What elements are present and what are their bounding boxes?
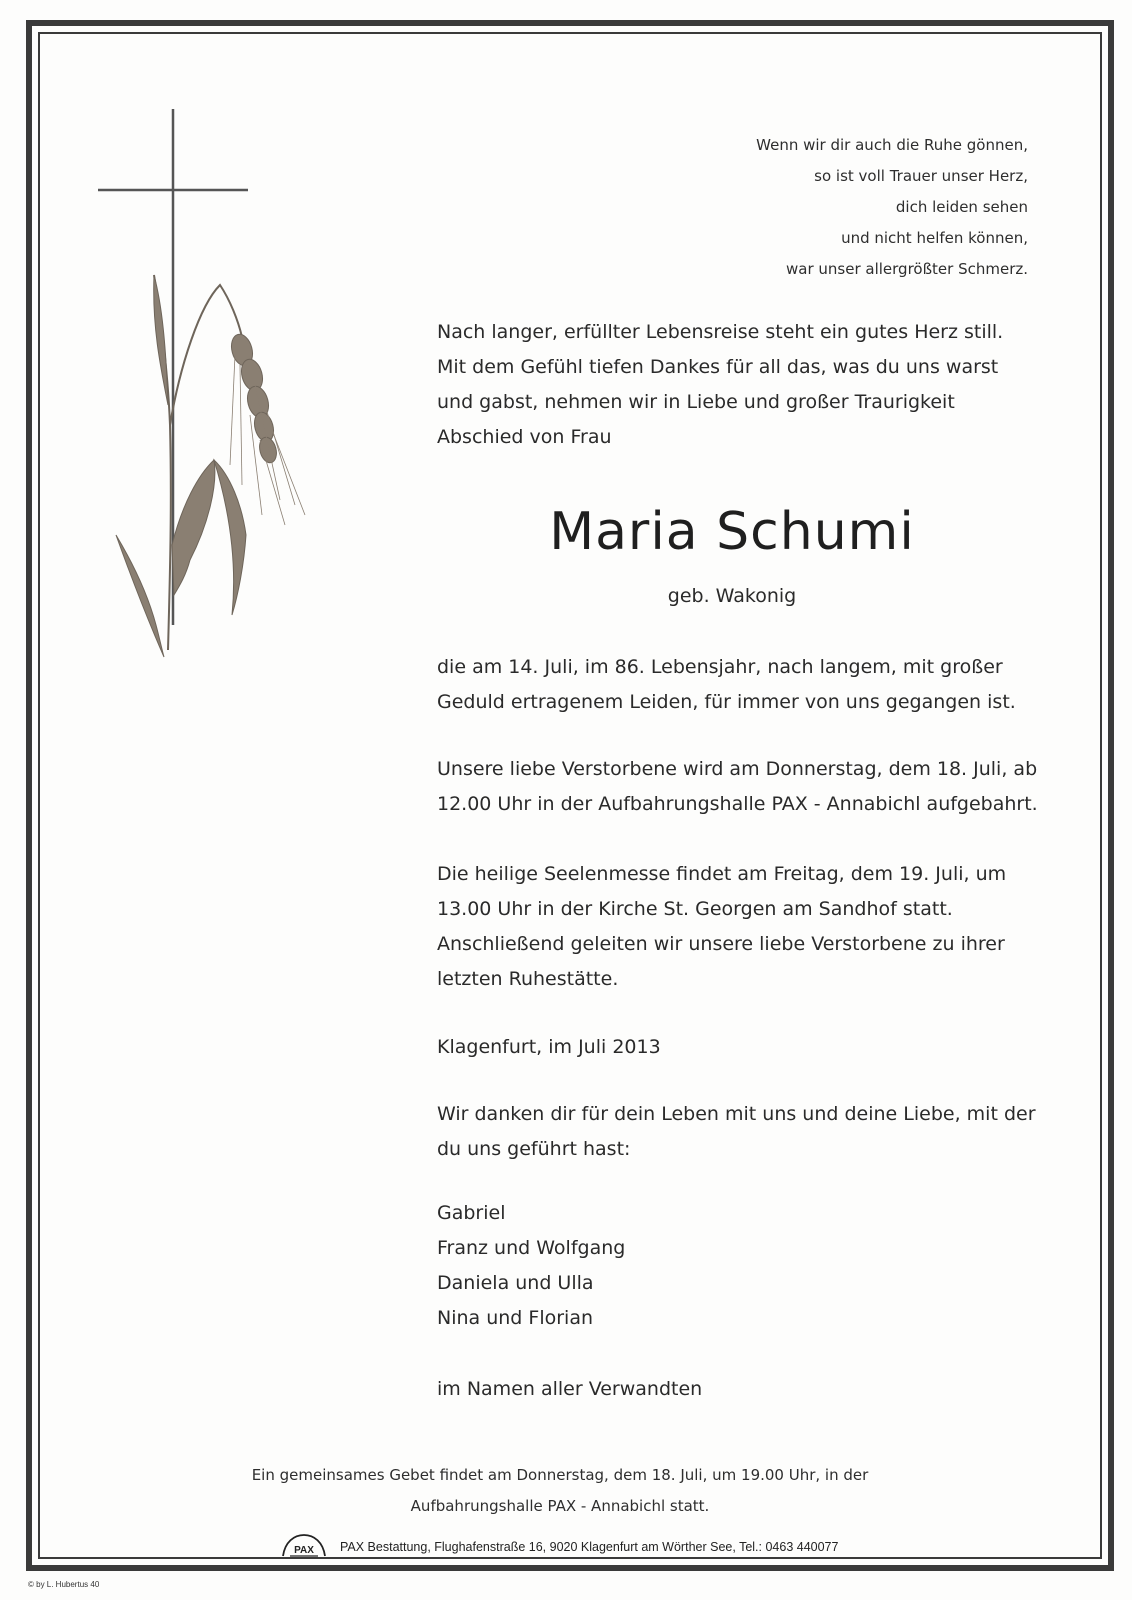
maiden-name: geb. Wakonig: [667, 585, 797, 607]
place-date-text: Klagenfurt, im Juli 2013: [437, 1036, 661, 1058]
mourners-list: [437, 1196, 625, 1336]
mourner: Daniela und Ulla: [437, 1272, 594, 1294]
copyright-note: © by L. Hubertus 40: [28, 1580, 100, 1589]
intro-paragraph: [437, 315, 1037, 455]
footer-text: PAX Bestattung, Flughafenstraße 16, 9020 Klagenfurt am Wörther See, Tel.: 0463 440077: [340, 1540, 839, 1554]
mass-line: 13.00 Uhr in der Kirche St. Georgen am Sandhof statt.: [437, 898, 953, 920]
prayer-line: Ein gemeinsames Gebet findet am Donnerstag, dem 18. Juli, um 19.00 Uhr, in der: [251, 1466, 869, 1484]
intro-line: Mit dem Gefühl tiefen Dankes für all das, was du uns warst: [437, 356, 999, 378]
mass-line: Die heilige Seelenmesse findet am Freitag, dem 19. Juli, um: [437, 863, 1007, 885]
viewing-line: Unsere liebe Verstorbene wird am Donnerstag, dem 18. Juli, ab: [437, 758, 1038, 780]
viewing-paragraph: [437, 752, 1038, 822]
wheat-stalk-icon: [116, 275, 305, 657]
thanks-paragraph: [437, 1097, 1036, 1167]
pax-logo-text: PAX: [294, 1545, 314, 1556]
passing-line: die am 14. Juli, im 86. Lebensjahr, nach langem, mit großer: [437, 656, 1003, 678]
mass-paragraph: [437, 857, 1006, 997]
prayer-notice: [140, 1460, 980, 1522]
funeral-home-footer: [280, 1532, 920, 1562]
deceased-name: Maria Schumi: [549, 502, 915, 562]
viewing-line: 12.00 Uhr in der Aufbahrungshalle PAX - Annabichl aufgebahrt.: [437, 793, 1038, 815]
poem-line: war unser allergrößter Schmerz.: [786, 260, 1028, 278]
poem-line: so ist voll Trauer unser Herz,: [814, 167, 1028, 185]
cross-and-wheat-illustration: [90, 105, 320, 665]
intro-line: und gabst, nehmen wir in Liebe und großer Traurigkeit: [437, 391, 955, 413]
mass-line: letzten Ruhestätte.: [437, 968, 619, 990]
poem-line: dich leiden sehen: [895, 198, 1028, 216]
passing-paragraph: [437, 650, 1016, 720]
poem-line: und nicht helfen können,: [841, 229, 1028, 247]
relatives: [437, 1372, 702, 1407]
mourner: Nina und Florian: [437, 1307, 594, 1329]
intro-line: Abschied von Frau: [437, 426, 612, 448]
pax-logo-icon: [280, 1532, 328, 1558]
passing-line: Geduld ertragenem Leiden, für immer von uns gegangen ist.: [437, 691, 1016, 713]
poem-line: Wenn wir dir auch die Ruhe gönnen,: [756, 136, 1028, 154]
mourner: Franz und Wolfgang: [437, 1237, 626, 1259]
mass-line: Anschließend geleiten wir unsere liebe Verstorbene zu ihrer: [437, 933, 1005, 955]
mourner: Gabriel: [437, 1202, 506, 1224]
thanks-line: du uns geführt hast:: [437, 1138, 631, 1160]
place-date: [437, 1030, 661, 1065]
thanks-line: Wir danken dir für dein Leben mit uns und deine Liebe, mit der: [437, 1103, 1036, 1125]
intro-line: Nach langer, erfüllter Lebensreise steht ein gutes Herz still.: [437, 321, 1004, 343]
poem: [756, 130, 1028, 285]
prayer-line: Aufbahrungshalle PAX - Annabichl statt.: [410, 1497, 710, 1515]
relatives-text: im Namen aller Verwandten: [437, 1378, 703, 1400]
